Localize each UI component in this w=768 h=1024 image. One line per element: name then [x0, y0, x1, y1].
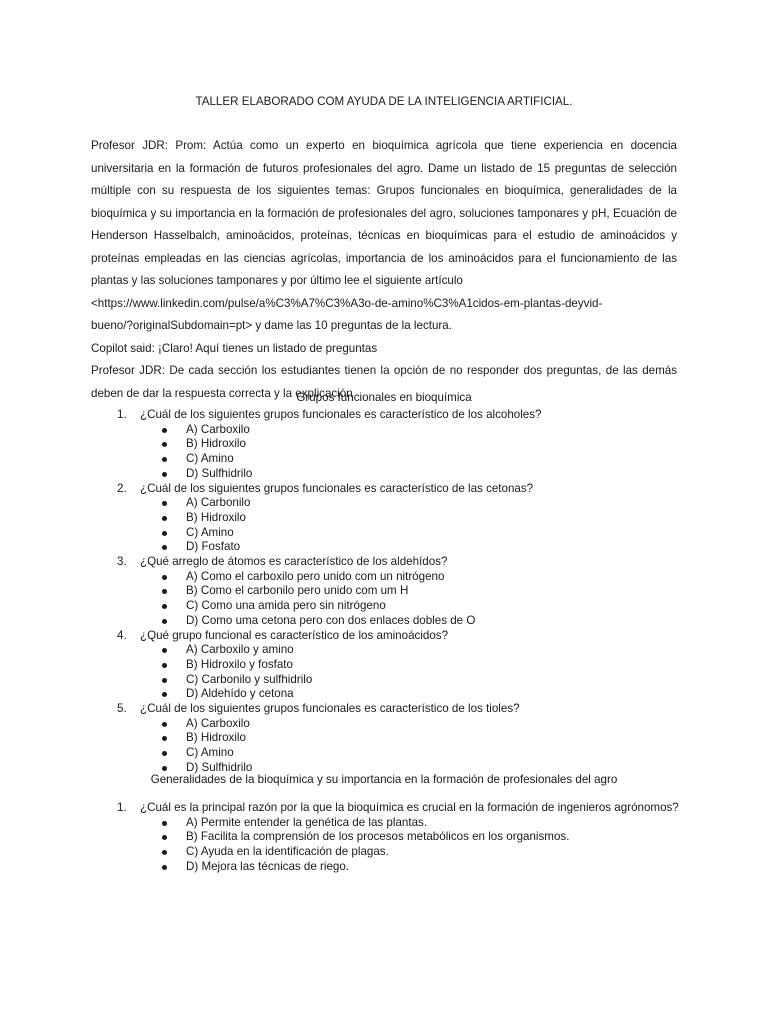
question-number: 5.: [117, 702, 127, 716]
bullet-icon: [162, 545, 167, 550]
option-text: C) Amino: [186, 525, 234, 539]
question-list-section-2: [91, 801, 691, 875]
option-text: B) Hidroxilo: [186, 437, 246, 451]
answer-option: [140, 599, 691, 614]
intro-paragraph-prompt: [91, 135, 677, 293]
option-text: C) Amino: [186, 746, 234, 760]
bullet-icon: [162, 736, 167, 741]
bullet-icon: [162, 516, 167, 521]
option-text: D) Aldehído y cetona: [186, 687, 294, 701]
bullet-icon: [162, 648, 167, 653]
answer-option: [140, 746, 691, 761]
bullet-icon: [162, 428, 167, 433]
question-text: ¿Cuál de los siguientes grupos funcionales es característico de los tioles?: [140, 702, 520, 716]
answer-option: [140, 584, 691, 599]
bullet-icon: [162, 751, 167, 756]
answer-option: [140, 437, 691, 452]
option-text: B) Facilita la comprensión de los procesos metabólicos en los organismos.: [186, 830, 570, 844]
answer-option: [140, 816, 691, 831]
question-item: [91, 408, 691, 482]
bullet-icon: [162, 619, 167, 624]
option-text: D) Mejora las técnicas de riego.: [186, 859, 350, 873]
question-item: [91, 629, 691, 703]
option-text: D) Fosfato: [186, 540, 241, 554]
option-text: A) Como el carboxilo pero unido com un nitrógeno: [186, 569, 445, 583]
option-list: [140, 496, 691, 555]
answer-option: [140, 511, 691, 526]
option-text: D) Sulfhidrilo: [186, 466, 253, 480]
question-list-section-1: [91, 408, 691, 776]
article-url-end: bueno/?originalSubdomain=pt> y dame las 10 preguntas de la lectura.: [91, 319, 452, 332]
answer-option: [140, 845, 691, 860]
answer-option: [140, 830, 691, 845]
option-text: C) Como una amida pero sin nitrógeno: [186, 599, 386, 613]
option-text: B) Hidroxilo y fosfato: [186, 657, 293, 671]
prompt-text: Profesor JDR: Prom: Actúa como un experto en bioquímica agrícola que tiene experiencia en docencia universitaria en la formación de futuros profesionales del agro. Dame un listado de 15 preguntas de selección múltiple con su respuesta de los siguientes temas: Grupos funcionales en bioquímica, generalidades de la bioquímica y su importancia en la formación de profesionales del agro, soluciones tamponares y pH, Ecuación de Henderson Hasselbalch, aminoácidos, proteínas, técnicas en bioquímicas para el estudio de aminoácidos y proteínas empleadas en las ciencias agrícolas, importancia de los aminoácidos para el funcionamiento de las plantas y las soluciones tamponares y por último lee el siguiente artículo: [91, 139, 677, 287]
question-text: ¿Qué grupo funcional es característico de los aminoácidos?: [140, 628, 449, 642]
option-list: [140, 423, 691, 482]
bullet-icon: [162, 457, 167, 462]
question-number: 4.: [117, 628, 127, 642]
option-text: C) Ayuda en la identificación de plagas.: [186, 845, 389, 859]
option-list: [140, 643, 691, 702]
option-text: A) Permite entender la genética de las plantas.: [186, 815, 428, 829]
question-item: [91, 555, 691, 629]
answer-option: [140, 467, 691, 482]
answer-option: [140, 614, 691, 629]
question-text: ¿Cuál de los siguientes grupos funcionales es característico de las cetonas?: [140, 481, 534, 495]
bullet-icon: [162, 604, 167, 609]
question-item: [91, 482, 691, 556]
answer-option: [140, 860, 691, 875]
question-text: ¿Cuál de los siguientes grupos funcionales es característico de los alcoholes?: [140, 408, 542, 421]
answer-option: [140, 717, 691, 732]
answer-option: [140, 643, 691, 658]
question-item: [91, 801, 691, 875]
option-text: B) Hidroxilo: [186, 510, 246, 524]
bullet-icon: [162, 589, 167, 594]
answer-option: [140, 452, 691, 467]
bullet-icon: [162, 501, 167, 506]
bullet-icon: [162, 472, 167, 477]
option-text: B) Hidroxilo: [186, 731, 246, 745]
answer-option: [140, 540, 691, 555]
bullet-icon: [162, 766, 167, 771]
bullet-icon: [162, 531, 167, 536]
bullet-icon: [162, 835, 167, 840]
bullet-icon: [162, 575, 167, 580]
question-number: 1.: [117, 801, 127, 814]
intro-block: [91, 135, 677, 405]
answer-option: [140, 423, 691, 438]
option-text: A) Carboxilo y amino: [186, 643, 294, 657]
answer-option: [140, 658, 691, 673]
question-number: 2.: [117, 481, 127, 495]
option-text: D) Sulfhidrilo: [186, 760, 253, 774]
bullet-icon: [162, 678, 167, 683]
option-text: A) Carboxilo: [186, 716, 250, 730]
bullet-icon: [162, 692, 167, 697]
option-list: [140, 816, 691, 875]
answer-option: [140, 526, 691, 541]
answer-option: [140, 673, 691, 688]
intro-paragraph-instructions: Profesor JDR: De cada sección los estudiantes tienen la opción de no responder dos preguntas, de las demás deben de dar la respuesta correcta y la explicación: [91, 364, 677, 400]
bullet-icon: [162, 722, 167, 727]
option-list: [140, 717, 691, 776]
question-text: ¿Qué arreglo de átomos es característico de los aldehídos?: [140, 555, 448, 569]
article-url: <https://www.linkedin.com/pulse/a%C3%A7%C3%A3o-de-amino%C3%A1cidos-em-plantas-deyvid-: [91, 296, 603, 310]
bullet-icon: [162, 865, 167, 870]
question-number: 3.: [117, 555, 127, 569]
question-number: 1.: [117, 408, 127, 421]
bullet-icon: [162, 821, 167, 826]
answer-option: [140, 496, 691, 511]
bullet-icon: [162, 663, 167, 668]
answer-option: [140, 687, 691, 702]
answer-option: [140, 731, 691, 746]
section-heading-generalidades: Generalidades de la bioquímica y su importancia en la formación de profesionales del agro: [150, 773, 618, 786]
option-text: C) Carbonilo y sulfhidrilo: [186, 672, 313, 686]
option-text: C) Amino: [186, 452, 234, 466]
section-heading-grupos-funcionales: Grupos funcionales en bioquímica: [296, 391, 472, 404]
question-text: ¿Cuál es la principal razón por la que la bioquímica es crucial en la formación de ingenieros agrónomos?: [140, 801, 679, 814]
question-item: [91, 702, 691, 776]
option-list: [140, 570, 691, 629]
option-text: A) Carbonilo: [186, 496, 251, 510]
option-text: A) Carboxilo: [186, 422, 250, 436]
bullet-icon: [162, 442, 167, 447]
option-text: D) Como uma cetona pero con dos enlaces dobles de O: [186, 613, 476, 627]
answer-option: [140, 570, 691, 585]
option-text: B) Como el carbonilo pero unido com um H: [186, 584, 409, 598]
document-title: TALLER ELABORADO COM AYUDA DE LA INTELIGENCIA ARTIFICIAL.: [195, 95, 573, 108]
copilot-reply: Copilot said: ¡Claro! Aquí tienes un listado de preguntas: [91, 341, 378, 355]
bullet-icon: [162, 850, 167, 855]
